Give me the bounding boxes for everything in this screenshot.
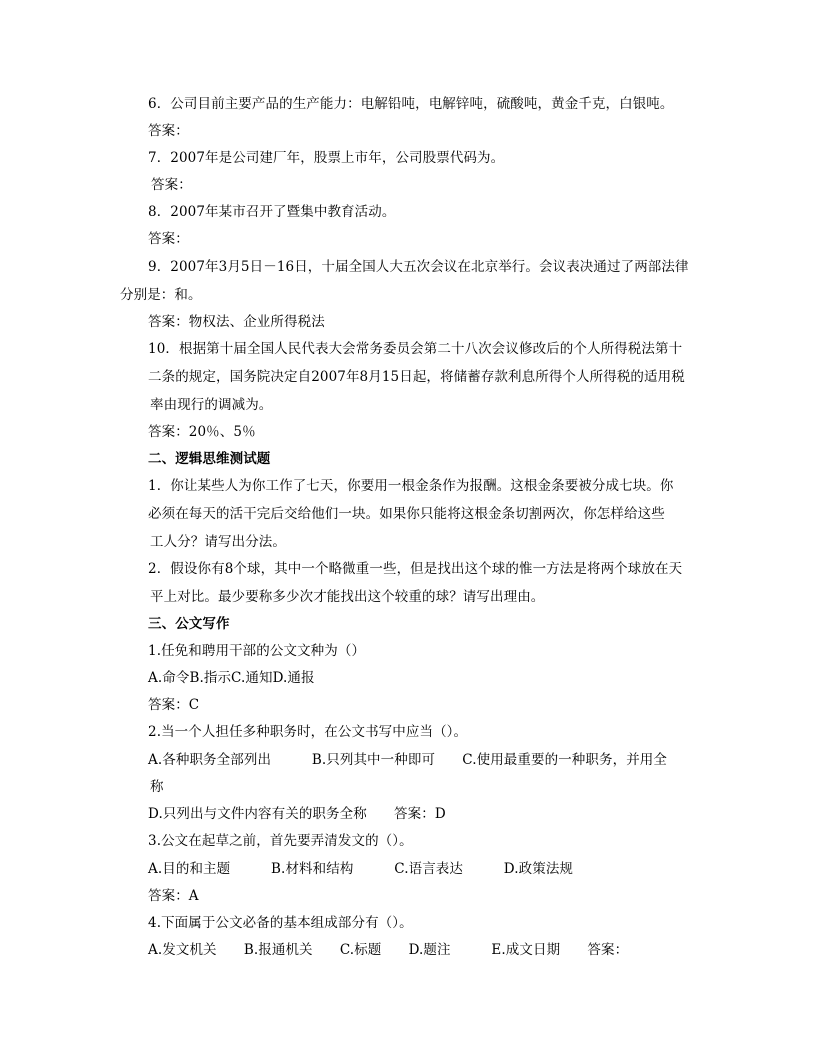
writing-3-answer: 答案：A — [148, 888, 199, 904]
answer-7-text: 答案： — [151, 177, 192, 193]
writing-2-question: 2.当一个人担任多种职务时，在公文书写中应当（）。 — [148, 724, 468, 740]
writing-3-options: A.目的和主题 B.材料和结构 C.语言表达 D.政策法规 — [148, 861, 574, 877]
writing-4-question: 4.下面属于公文必备的基本组成部分有（）。 — [148, 915, 413, 931]
logic-2-line-1: 2．假设你有8个球，其中一个略微重一些，但是找出这个球的惟一方法是将两个球放在天 — [148, 561, 683, 577]
section-heading-writing: 三、公文写作 — [148, 616, 230, 632]
logic-2-line-2: 平上对比。最少要称多少次才能找出这个较重的球？请写出理由。 — [150, 589, 545, 605]
answer-8-text: 答案： — [148, 231, 189, 247]
logic-1-line-3: 工人分？请写出分法。 — [150, 534, 286, 550]
answer-9-text: 答案：物权法、企业所得税法 — [148, 314, 325, 330]
question-9-line-1: 9．2007年3月5日－16日，十届全国人大五次会议在北京举行。会议表决通过了两部法律 — [148, 259, 689, 275]
writing-1-answer: 答案：C — [148, 697, 200, 713]
section-heading-logic: 二、逻辑思维测试题 — [148, 451, 271, 467]
question-8-text: 8．2007年某市召开了暨集中教育活动。 — [148, 204, 396, 220]
writing-2-options-line-1: A.各种职务全部列出 B.只列其中一种即可 C.使用最重要的一种职务，并用全 — [148, 752, 667, 768]
writing-3-question: 3.公文在起草之前，首先要弄清发文的（）。 — [148, 833, 413, 849]
writing-1-options: A.命令B.指示C.通知D.通报 — [148, 670, 315, 686]
question-9-line-2: 分别是：和。 — [120, 287, 202, 303]
writing-2-options-line-3: D.只列出与文件内容有关的职务全称 答案：D — [148, 806, 446, 822]
answer-10-text: 答案：20％、5％ — [148, 424, 256, 440]
writing-4-options: A.发文机关 B.报通机关 C.标题 D.题注 E.成文日期 答案： — [148, 942, 629, 958]
writing-2-options-line-2: 称 — [150, 779, 164, 795]
question-10-line-3: 率由现行的调减为。 — [150, 397, 273, 413]
question-7-text: 7．2007年是公司建厂年，股票上市年，公司股票代码为。 — [148, 150, 505, 166]
answer-6-text: 答案： — [148, 123, 189, 139]
question-6-text: 6．公司目前主要产品的生产能力：电解铅吨，电解锌吨，硫酸吨，黄金千克，白银吨。 — [148, 96, 674, 112]
question-10-line-1: 10．根据第十届全国人民代表大会常务委员会第二十八次会议修改后的个人所得税法第十 — [148, 341, 683, 357]
logic-1-line-2: 必须在每天的活干完后交给他们一块。如果你只能将这根金条切割两次，你怎样给这些 — [148, 506, 665, 522]
question-10-line-2: 二条的规定，国务院决定自2007年8月15日起，将储蓄存款利息所得个人所得税的适用税 — [148, 369, 685, 385]
logic-1-line-1: 1．你让某些人为你工作了七天，你要用一根金条作为报酬。这根金条要被分成七块。你 — [148, 478, 674, 494]
writing-1-question: 1.任免和聘用干部的公文文种为（） — [148, 643, 366, 659]
